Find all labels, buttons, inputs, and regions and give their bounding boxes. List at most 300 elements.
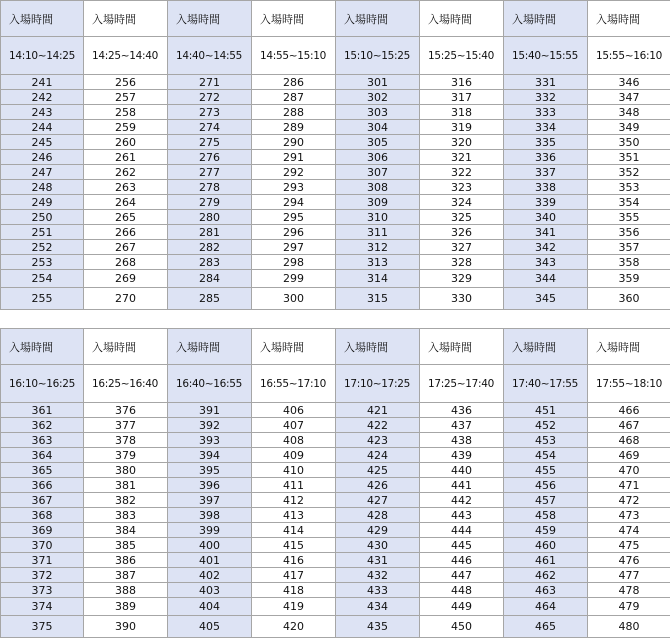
entry-number-cell: 445 [420,538,504,553]
entry-number-cell: 302 [336,90,420,105]
entry-number-cell: 364 [1,448,84,463]
entry-number-cell: 353 [588,180,670,195]
time-slot-cell: 16:25~16:40 [84,365,168,403]
entry-number-cell: 355 [588,210,670,225]
entry-number-cell: 347 [588,90,670,105]
column-header-label: 入場時間 [1,329,84,365]
table-row [1,270,670,288]
entry-number-cell: 316 [420,75,504,90]
entry-number-cell: 367 [1,493,84,508]
entry-number-cell: 439 [420,448,504,463]
entry-number-cell: 280 [168,210,252,225]
column-header-label: 入場時間 [504,329,588,365]
entry-number-cell: 450 [420,616,504,638]
column-header-label: 入場時間 [588,1,670,37]
entry-number-cell: 306 [336,150,420,165]
entry-number-cell: 246 [1,150,84,165]
entry-number-cell: 446 [420,553,504,568]
entry-number-cell: 394 [168,448,252,463]
entry-number-cell: 287 [252,90,336,105]
entry-number-cell: 283 [168,255,252,270]
entry-number-cell: 441 [420,478,504,493]
table-row [1,90,670,105]
entry-number-cell: 408 [252,433,336,448]
table-row [1,165,670,180]
entry-number-cell: 276 [168,150,252,165]
entry-number-cell: 473 [588,508,670,523]
entry-number-cell: 285 [168,288,252,310]
entry-number-cell: 471 [588,478,670,493]
entry-number-cell: 463 [504,583,588,598]
entry-number-cell: 434 [336,598,420,616]
entry-number-cell: 341 [504,225,588,240]
entry-number-cell: 336 [504,150,588,165]
entry-number-cell: 350 [588,135,670,150]
entry-number-cell: 262 [84,165,168,180]
entry-number-cell: 268 [84,255,168,270]
column-header-label: 入場時間 [336,329,420,365]
entry-number-cell: 433 [336,583,420,598]
time-slot-cell: 15:55~16:10 [588,37,670,75]
entry-number-cell: 282 [168,240,252,255]
time-slot-cell: 14:55~15:10 [252,37,336,75]
entry-number-cell: 273 [168,105,252,120]
table-row [1,598,670,616]
entry-number-cell: 324 [420,195,504,210]
table-row [1,150,670,165]
entry-number-cell: 297 [252,240,336,255]
entry-number-cell: 448 [420,583,504,598]
entry-number-cell: 260 [84,135,168,150]
time-slot-cell: 14:40~14:55 [168,37,252,75]
entry-number-cell: 470 [588,463,670,478]
entry-number-cell: 332 [504,90,588,105]
entry-number-cell: 274 [168,120,252,135]
entry-number-cell: 343 [504,255,588,270]
entry-number-cell: 253 [1,255,84,270]
entry-number-cell: 423 [336,433,420,448]
entry-number-cell: 293 [252,180,336,195]
entry-number-cell: 398 [168,508,252,523]
entry-number-cell: 315 [336,288,420,310]
table-row [1,135,670,150]
entry-number-cell: 407 [252,418,336,433]
entry-number-cell: 328 [420,255,504,270]
time-slot-cell: 14:10~14:25 [1,37,84,75]
table-row [1,523,670,538]
entry-number-cell: 460 [504,538,588,553]
entry-number-cell: 267 [84,240,168,255]
entry-number-cell: 399 [168,523,252,538]
entry-number-cell: 319 [420,120,504,135]
header-row [1,329,670,365]
entry-number-cell: 469 [588,448,670,463]
entry-number-cell: 352 [588,165,670,180]
entry-number-cell: 368 [1,508,84,523]
entry-number-cell: 455 [504,463,588,478]
entry-number-cell: 432 [336,568,420,583]
entry-number-cell: 333 [504,105,588,120]
time-slot-cell: 16:55~17:10 [252,365,336,403]
entry-number-cell: 264 [84,195,168,210]
entry-number-cell: 354 [588,195,670,210]
entry-number-cell: 389 [84,598,168,616]
entry-number-cell: 414 [252,523,336,538]
entry-number-cell: 286 [252,75,336,90]
entry-number-cell: 415 [252,538,336,553]
entry-number-cell: 362 [1,418,84,433]
table-row [1,433,670,448]
entry-number-cell: 396 [168,478,252,493]
time-slot-row [1,365,670,403]
column-header-label: 入場時間 [252,1,336,37]
entry-number-cell: 243 [1,105,84,120]
entry-number-cell: 459 [504,523,588,538]
entry-number-cell: 467 [588,418,670,433]
entry-number-cell: 372 [1,568,84,583]
entry-number-cell: 475 [588,538,670,553]
entry-number-cell: 397 [168,493,252,508]
column-header-label: 入場時間 [84,329,168,365]
entry-number-cell: 349 [588,120,670,135]
entry-number-cell: 416 [252,553,336,568]
entry-number-cell: 277 [168,165,252,180]
entry-number-cell: 356 [588,225,670,240]
entry-number-cell: 421 [336,403,420,418]
entry-number-cell: 451 [504,403,588,418]
entry-number-cell: 425 [336,463,420,478]
entry-number-cell: 447 [420,568,504,583]
table-row [1,240,670,255]
entry-number-cell: 271 [168,75,252,90]
entry-number-cell: 339 [504,195,588,210]
time-slot-cell: 16:10~16:25 [1,365,84,403]
table-row [1,403,670,418]
entry-number-cell: 371 [1,553,84,568]
entry-number-cell: 429 [336,523,420,538]
entry-number-cell: 314 [336,270,420,288]
entry-number-cell: 431 [336,553,420,568]
entry-number-cell: 454 [504,448,588,463]
table-row [1,120,670,135]
table-row [1,105,670,120]
entry-number-cell: 381 [84,478,168,493]
entry-number-cell: 261 [84,150,168,165]
entry-number-cell: 404 [168,598,252,616]
entry-number-cell: 294 [252,195,336,210]
entry-number-cell: 457 [504,493,588,508]
entry-number-cell: 413 [252,508,336,523]
entry-number-cell: 279 [168,195,252,210]
column-header-label: 入場時間 [588,329,670,365]
entry-number-cell: 474 [588,523,670,538]
entry-number-cell: 395 [168,463,252,478]
entry-number-cell: 437 [420,418,504,433]
entry-number-cell: 301 [336,75,420,90]
entry-number-cell: 424 [336,448,420,463]
entry-number-cell: 318 [420,105,504,120]
entry-number-cell: 338 [504,180,588,195]
entry-number-cell: 344 [504,270,588,288]
entry-number-cell: 259 [84,120,168,135]
table-row [1,508,670,523]
entry-number-cell: 263 [84,180,168,195]
entry-number-cell: 308 [336,180,420,195]
entry-number-cell: 317 [420,90,504,105]
entry-number-cell: 266 [84,225,168,240]
entry-number-cell: 255 [1,288,84,310]
entry-number-cell: 374 [1,598,84,616]
column-header-label: 入場時間 [420,1,504,37]
entry-number-cell: 305 [336,135,420,150]
entry-number-cell: 392 [168,418,252,433]
entry-number-cell: 252 [1,240,84,255]
entry-number-cell: 377 [84,418,168,433]
entry-number-cell: 478 [588,583,670,598]
entry-number-cell: 248 [1,180,84,195]
entry-number-cell: 382 [84,493,168,508]
table-row [1,538,670,553]
entry-number-cell: 330 [420,288,504,310]
column-header-label: 入場時間 [84,1,168,37]
entry-number-cell: 472 [588,493,670,508]
entry-number-cell: 346 [588,75,670,90]
entry-number-cell: 360 [588,288,670,310]
entry-number-cell: 410 [252,463,336,478]
table-row [1,583,670,598]
table-row [1,616,670,638]
entry-number-cell: 254 [1,270,84,288]
table-row [1,418,670,433]
entry-number-cell: 480 [588,616,670,638]
entry-number-cell: 340 [504,210,588,225]
entry-number-cell: 427 [336,493,420,508]
entry-number-cell: 366 [1,478,84,493]
entry-number-cell: 376 [84,403,168,418]
entry-number-cell: 307 [336,165,420,180]
entry-number-cell: 288 [252,105,336,120]
entry-number-cell: 296 [252,225,336,240]
entry-number-cell: 335 [504,135,588,150]
entry-number-cell: 390 [84,616,168,638]
entry-number-cell: 419 [252,598,336,616]
entry-number-cell: 477 [588,568,670,583]
time-slot-cell: 15:25~15:40 [420,37,504,75]
column-header-label: 入場時間 [252,329,336,365]
entry-number-cell: 444 [420,523,504,538]
entry-number-cell: 278 [168,180,252,195]
entry-number-cell: 452 [504,418,588,433]
entry-number-cell: 311 [336,225,420,240]
table-row [1,255,670,270]
time-slot-cell: 15:40~15:55 [504,37,588,75]
column-header-label: 入場時間 [504,1,588,37]
time-slot-cell: 16:40~16:55 [168,365,252,403]
entry-number-cell: 462 [504,568,588,583]
entry-number-cell: 440 [420,463,504,478]
table-row [1,553,670,568]
entry-number-cell: 385 [84,538,168,553]
entry-number-cell: 351 [588,150,670,165]
entry-number-cell: 257 [84,90,168,105]
entry-number-cell: 400 [168,538,252,553]
entry-number-cell: 284 [168,270,252,288]
entry-number-cell: 411 [252,478,336,493]
table-row [1,195,670,210]
entry-number-cell: 258 [84,105,168,120]
entry-number-cell: 476 [588,553,670,568]
entry-number-cell: 241 [1,75,84,90]
entry-number-cell: 479 [588,598,670,616]
entry-number-cell: 249 [1,195,84,210]
entry-number-cell: 464 [504,598,588,616]
entry-number-cell: 304 [336,120,420,135]
entry-number-cell: 275 [168,135,252,150]
entry-number-cell: 358 [588,255,670,270]
entry-number-cell: 309 [336,195,420,210]
entry-number-cell: 342 [504,240,588,255]
column-header-label: 入場時間 [1,1,84,37]
entry-number-cell: 401 [168,553,252,568]
entry-number-cell: 298 [252,255,336,270]
entry-number-cell: 443 [420,508,504,523]
entry-number-cell: 326 [420,225,504,240]
column-header-label: 入場時間 [420,329,504,365]
entry-number-cell: 363 [1,433,84,448]
table-row [1,478,670,493]
entry-number-cell: 312 [336,240,420,255]
entry-number-cell: 373 [1,583,84,598]
table-row [1,448,670,463]
table-row [1,568,670,583]
entry-number-cell: 345 [504,288,588,310]
entry-number-cell: 247 [1,165,84,180]
entry-number-cell: 334 [504,120,588,135]
entry-number-cell: 391 [168,403,252,418]
entry-time-table-2 [0,328,670,638]
entry-number-cell: 323 [420,180,504,195]
entry-number-cell: 428 [336,508,420,523]
entry-number-cell: 357 [588,240,670,255]
entry-number-cell: 456 [504,478,588,493]
table-row [1,225,670,240]
entry-number-cell: 449 [420,598,504,616]
entry-number-cell: 281 [168,225,252,240]
entry-number-cell: 291 [252,150,336,165]
entry-number-cell: 412 [252,493,336,508]
entry-number-cell: 325 [420,210,504,225]
entry-number-cell: 299 [252,270,336,288]
time-slot-cell: 17:10~17:25 [336,365,420,403]
entry-number-cell: 405 [168,616,252,638]
entry-number-cell: 348 [588,105,670,120]
entry-number-cell: 379 [84,448,168,463]
entry-number-cell: 436 [420,403,504,418]
entry-number-cell: 386 [84,553,168,568]
entry-number-cell: 270 [84,288,168,310]
time-slot-cell: 17:55~18:10 [588,365,670,403]
entry-number-cell: 300 [252,288,336,310]
entry-number-cell: 461 [504,553,588,568]
entry-number-cell: 422 [336,418,420,433]
entry-number-cell: 468 [588,433,670,448]
entry-number-cell: 387 [84,568,168,583]
entry-number-cell: 426 [336,478,420,493]
column-header-label: 入場時間 [168,1,252,37]
entry-number-cell: 310 [336,210,420,225]
entry-number-cell: 406 [252,403,336,418]
time-slot-row [1,37,670,75]
entry-number-cell: 370 [1,538,84,553]
entry-number-cell: 331 [504,75,588,90]
entry-number-cell: 466 [588,403,670,418]
entry-number-cell: 359 [588,270,670,288]
time-slot-cell: 17:40~17:55 [504,365,588,403]
entry-number-cell: 465 [504,616,588,638]
entry-number-cell: 402 [168,568,252,583]
entry-number-cell: 269 [84,270,168,288]
entry-number-cell: 384 [84,523,168,538]
column-header-label: 入場時間 [336,1,420,37]
entry-number-cell: 403 [168,583,252,598]
entry-number-cell: 313 [336,255,420,270]
entry-number-cell: 289 [252,120,336,135]
entry-number-cell: 320 [420,135,504,150]
header-row [1,1,670,37]
entry-number-cell: 393 [168,433,252,448]
entry-number-cell: 256 [84,75,168,90]
entry-number-cell: 383 [84,508,168,523]
entry-number-cell: 303 [336,105,420,120]
entry-number-cell: 442 [420,493,504,508]
entry-number-cell: 380 [84,463,168,478]
entry-number-cell: 244 [1,120,84,135]
table-row [1,180,670,195]
entry-number-cell: 322 [420,165,504,180]
entry-number-cell: 337 [504,165,588,180]
entry-number-cell: 458 [504,508,588,523]
entry-number-cell: 292 [252,165,336,180]
table-row [1,210,670,225]
table-row [1,463,670,478]
entry-number-cell: 378 [84,433,168,448]
entry-number-cell: 290 [252,135,336,150]
column-header-label: 入場時間 [168,329,252,365]
entry-time-table-1 [0,0,670,310]
entry-number-cell: 430 [336,538,420,553]
entry-number-cell: 245 [1,135,84,150]
entry-number-cell: 435 [336,616,420,638]
entry-number-cell: 242 [1,90,84,105]
entry-number-cell: 250 [1,210,84,225]
table-row [1,493,670,508]
time-slot-cell: 15:10~15:25 [336,37,420,75]
entry-number-cell: 295 [252,210,336,225]
entry-number-cell: 265 [84,210,168,225]
entry-number-cell: 417 [252,568,336,583]
entry-number-cell: 321 [420,150,504,165]
entry-number-cell: 409 [252,448,336,463]
entry-number-cell: 418 [252,583,336,598]
entry-number-cell: 365 [1,463,84,478]
entry-number-cell: 438 [420,433,504,448]
time-slot-cell: 14:25~14:40 [84,37,168,75]
entry-number-cell: 251 [1,225,84,240]
entry-number-cell: 388 [84,583,168,598]
entry-number-cell: 329 [420,270,504,288]
entry-number-cell: 272 [168,90,252,105]
entry-number-cell: 375 [1,616,84,638]
